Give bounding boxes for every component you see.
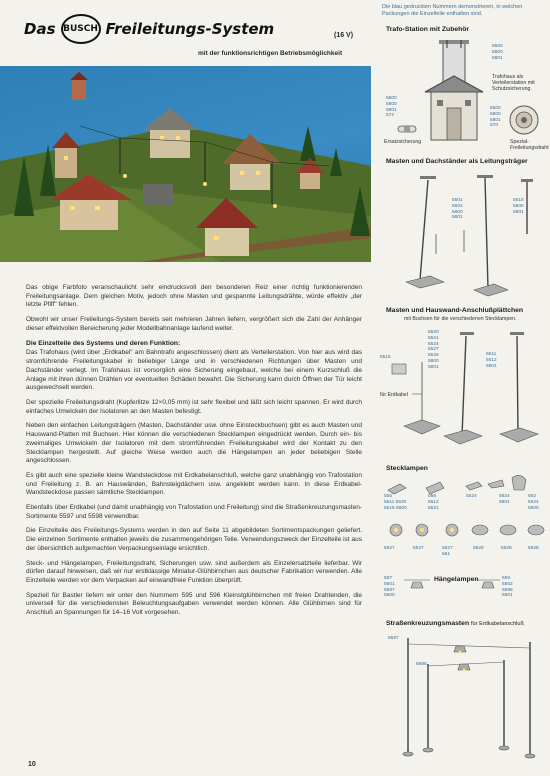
voltage-label: (16 V) [334, 32, 354, 39]
top-note: Die blau gedruckten Nummern demonstrieren, in welchen Packungen die Einzelteile enthalten sind. [382, 4, 523, 17]
body-paragraph-5: Neben den einfachen Leitungsträgern (Masten, Dachständer usw. ohne Einsteckbuchsen) gibt es auch Masten und Hauswand-Platten mit Buchsen. Hier können die verschiedenen Stecklampen eingedrückt werden. Durch ein- bis zweimaliges Umwickeln der Isolatoren mit dem stromführenden Freileitungskabel wird der Kontakt zu den Stecklampen hergestellt. Auf gleiche Weise werden auch die Hängelampen an jeder beliebigen Stelle angeschlossen. [26, 422, 362, 465]
haenge-numbers-b: 559 5502 5598 5801 [502, 576, 513, 599]
plates-numbers-c: 5511 5512 5801 [486, 352, 497, 369]
kreuz-subtitle: für Erdkabelanschluß [471, 621, 524, 627]
plates-numbers-a: 5515 [380, 355, 391, 360]
stecklampen-r2-3: 5527 561 [442, 546, 453, 557]
page-subtitle: mit der funktionsrichtigen Betriebsmöglichkeit [198, 50, 343, 57]
masts-section-title: Masten und Dachständer als Leitungsträger [386, 158, 528, 165]
trafo-numbers: 5500 5800 5801 [492, 44, 503, 61]
body-paragraph-1: Das obige Farbfoto veranschaulicht sehr eindrucksvoll den besonderen Reiz einer richtig funktionierenden Freileitungsanlage. Dem gleichen Motiv, jedoch ohne Masten und gespannte Leitungsdrähte, würde effektiv „der letzte Pfiff" fehlen. [26, 284, 362, 309]
haengelampe-icon-a [404, 576, 430, 592]
masts-numbers-a: 5501 5502 5800 5801 [452, 198, 463, 221]
plates-subtitle: mit Buchsen für die verschiedenen Stecklampen. [404, 316, 517, 322]
fuse-numbers: 5500 5800 5801 572 [386, 96, 397, 119]
body-paragraph-10: Speziell für Bastler liefern wir unter den Nummern 595 und 596 Kleinstglühbirnchen mit freien Drahtenden, die universell für die verschiedensten Beleuchtungsaufgaben verwendet werden können. Alle Glühbirnen sind für Anschluß an Spannungen für 14–16 Volt vorgesehen. [26, 591, 362, 617]
body-paragraph-7: Ebenfalls über Erdkabel (und damit unabhängig von Trafostation und Freileitung) sind die Straßenkreuzungsmasten-Sortimente 5597 und 5598 verwendbar. [26, 504, 362, 520]
layout-photo [0, 66, 371, 262]
haenge-section-title: Hängelampen [434, 576, 479, 583]
kreuzungsmasten-icon [380, 630, 546, 762]
page-title [24, 14, 274, 44]
plates-section-title [386, 307, 523, 314]
body-heading: Die Einzelteile des Systems und deren Funktion: [26, 339, 181, 347]
haengelampe-icon-b [476, 576, 500, 592]
trafo-description: Trafohaus als Verteilerstation mit Schutzsicherung. [492, 74, 535, 93]
kreuz-numbers-b: 5598 [416, 662, 427, 667]
kreuz-section-title [386, 620, 524, 627]
title-main: Freileitungs-System [105, 20, 275, 38]
stecklampen-section-title: Stecklampen [386, 465, 428, 472]
body-paragraph-2: Obwohl wir unser Freileitungs-System bereits seit mehreren Jahren liefern, vergrößert sich die Zahl der Anhänger dieser effektvollen Bereicherung jeder Modellbahnanlage laufend weiter. [26, 316, 362, 332]
stecklampen-icons [384, 474, 548, 546]
plates-title-text: Masten und Hauswand-Anschlußplättchen [386, 307, 524, 314]
kreuz-numbers-a: 5597 [388, 636, 399, 641]
haenge-numbers-a: 557 5501 5597 5800 [384, 576, 395, 599]
body-paragraph-8: Die Einzelteile des Freileitungs-Systems werden in den auf Seite 11 abgebildeten Sortimentspackungen geliefert. Die einzelnen Sortimente enthalten jeweils die zusammengehörigen Teile. Verwendungszweck der Einzelteile ist aus der übersichtlich aufgemachten Verpackungseinlage ersichtlich. [26, 527, 362, 552]
stecklampen-r2-2: 5527 [413, 546, 424, 551]
trafo-house-icon [425, 40, 485, 144]
wire-label: Spezial- Freileitungsdraht [510, 139, 549, 152]
stecklampen-r1-5: 562 5524 5800 [528, 494, 539, 511]
kreuz-title-text: Straßenkreuzungsmasten [386, 620, 470, 627]
erdkabel-label: für Erdkabel [380, 392, 408, 398]
plates-icon [382, 326, 547, 452]
masts-numbers-b: 5515 5800 5801 [513, 198, 524, 215]
wire-spool-icon [508, 104, 540, 136]
wire-numbers: 5500 5800 5801 570 [490, 106, 501, 129]
body-paragraph-6: Es gibt auch eine spezielle kleine Wandsteckdose mit Erdkabelanschluß, welche ganz unabhängig von Trafostation und Freileitung z. B. an Hauswänden, Bahnsteigdächern usw. angeklebt werden kann. In diese Erdkabel-Wandsteckdose passen sämtliche Stecklampen. [26, 471, 362, 497]
busch-logo: BUSCH [61, 14, 101, 44]
photo-illustration [0, 66, 371, 262]
stecklampen-r1-4: 5524 5801 [499, 494, 510, 505]
stecklampen-r2-1: 5527 [384, 546, 395, 551]
page-number: 10 [28, 761, 36, 768]
stecklampen-r2-4: 5528 [473, 546, 484, 551]
stecklampen-r1-2: 558 5512 5521 [428, 494, 439, 511]
stecklampen-r1-1: 555 5511 5520 5515 5800 [384, 494, 407, 511]
fuse-label: Ersatzsicherung [384, 139, 422, 145]
plates-numbers-b: 5520 5521 5524 5527 5528 5800 5801 [428, 330, 439, 370]
title-prefix: Das [24, 20, 56, 38]
body-paragraph-4: Der spezielle Freileitungsdraht (Kupferlitze 12×0,05 mm) ist sehr flexibel und läßt sich leicht spannen. Er wird durch einfaches Umwickeln der Isolatoren an den Masten befestigt. [26, 399, 362, 415]
fuse-icon [396, 122, 418, 136]
body-text [26, 284, 362, 624]
masts-icon [400, 170, 540, 300]
stecklampen-r1-3: 5524 [466, 494, 477, 499]
stecklampen-r2-6: 5528 [528, 546, 539, 551]
trafo-section-title: Trafo-Station mit Zubehör [386, 26, 470, 33]
body-paragraph-3: Das Trafohaus (wird über „Erdkabel" am Bahntrafo angeschlossen) dient als Verteilerstation. Von hier aus wird das stromführende Freileitungskabel in beliebiger Länge und in verschiedenen Richtungen über Masten und Dachständer verlegt. Im Trafohaus ist vorsorglich eine Sicherung eingebaut, welche bei einem Kurzschluß die Anlage mit ihren dünnen Drähten vor eventuellen Schäden bewahrt. Die Sicherung kann durch Öffnen der Tür leicht ausgewechselt werden. [26, 349, 362, 392]
body-paragraph-9: Steck- und Hängelampen, Freileitungsdraht, Sicherungen usw. sind außerdem als Einzelersatzteile lieferbar. Wir dürfen darauf hinweisen, daß wir nur erstklassige Miniatur-Glühbirnchen aus deutscher Fabrikation verwenden. Alle Einzelteile werden vor dem Verpacken auf einwandfreie Funktion überprüft. [26, 559, 362, 584]
stecklampen-r2-5: 5528 [501, 546, 512, 551]
